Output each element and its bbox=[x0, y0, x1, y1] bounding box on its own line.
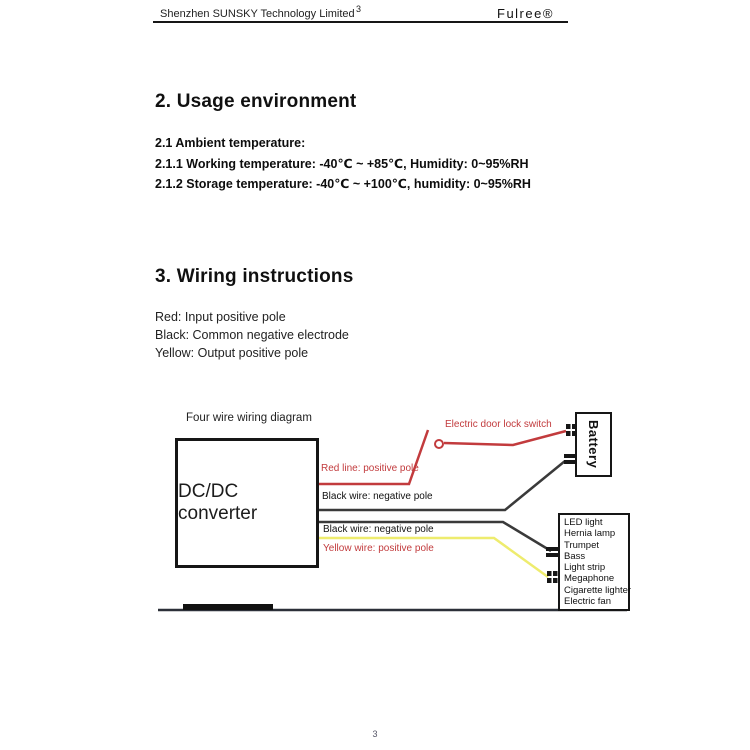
load-item-bass: Bass bbox=[564, 550, 586, 562]
wiring-line-red: Red: Input positive pole bbox=[155, 310, 286, 324]
usage-line-working: 2.1.1 Working temperature: -40℃ ~ +85℃, Humidity: 0~95%RH bbox=[155, 157, 529, 171]
usage-heading: 2. Usage environment bbox=[155, 91, 357, 112]
load-list-box bbox=[558, 513, 630, 611]
load-positive-terminal-icon bbox=[547, 571, 558, 583]
load-item-cigarette-lighter: Cigarette lighter bbox=[564, 584, 632, 596]
load-item-megaphone: Megaphone bbox=[564, 573, 615, 585]
load-item-light-strip: Light strip bbox=[564, 562, 606, 574]
switch-label: Electric door lock switch bbox=[445, 419, 552, 430]
load-negative-terminal-icon bbox=[546, 547, 558, 557]
red-wire-segment bbox=[317, 430, 428, 484]
baseline-thick-bar bbox=[183, 604, 273, 610]
wiring-heading: 3. Wiring instructions bbox=[155, 266, 354, 287]
wiring-line-black: Black: Common negative electrode bbox=[155, 328, 349, 342]
header-brand: Fulree® bbox=[497, 6, 554, 21]
usage-line-storage: 2.1.2 Storage temperature: -40℃ ~ +100℃, humidity: 0~95%RH bbox=[155, 177, 531, 191]
wiring-line-yellow: Yellow: Output positive pole bbox=[155, 346, 309, 360]
diagram-title: Four wire wiring diagram bbox=[186, 412, 312, 424]
door-lock-switch-icon bbox=[435, 440, 443, 448]
battery-box bbox=[575, 412, 612, 477]
dcdc-converter-label: DC/DC converter bbox=[178, 481, 258, 524]
dcdc-converter-box bbox=[175, 438, 319, 568]
red-wire-to-battery bbox=[444, 431, 566, 445]
load-item-hernia-lamp: Hernia lamp bbox=[564, 528, 616, 540]
battery-label: Battery bbox=[586, 420, 601, 469]
red-wire-label: Red line: positive pole bbox=[321, 463, 419, 474]
header-superscript-page: 3 bbox=[356, 4, 362, 14]
yellow-wire-label: Yellow wire: positive pole bbox=[323, 543, 434, 554]
footer-page-number: 3 bbox=[372, 729, 378, 739]
load-item-electric-fan: Electric fan bbox=[564, 596, 611, 608]
load-item-trumpet: Trumpet bbox=[564, 539, 600, 551]
black-wire-label-1: Black wire: negative pole bbox=[322, 491, 433, 502]
black-wire-label-2: Black wire: negative pole bbox=[323, 524, 434, 535]
load-item-led-light: LED light bbox=[564, 517, 603, 528]
header-company-name: Shenzhen SUNSKY Technology Limited bbox=[160, 8, 355, 20]
usage-line-ambient: 2.1 Ambient temperature: bbox=[155, 136, 306, 150]
